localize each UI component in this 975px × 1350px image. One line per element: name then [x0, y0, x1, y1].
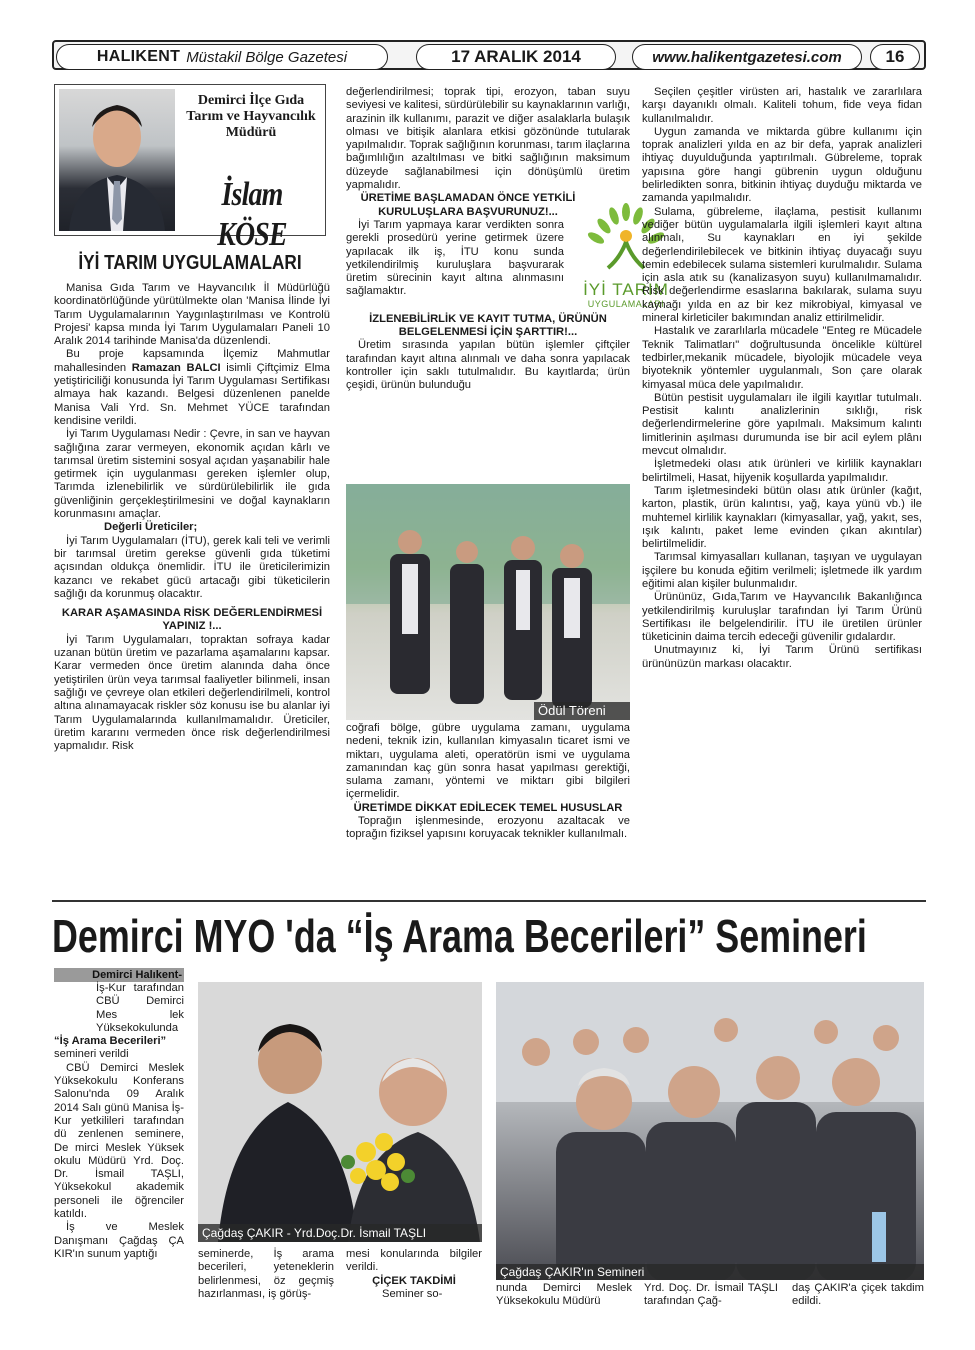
paragraph: seminerde, İş arama becerileri, yeteneklerin belirlenmesi, öz geçmiş hazırlanması, iş görüş- — [198, 1248, 334, 1300]
paragraph: mesi konularında bilgiler verildi. — [346, 1248, 482, 1274]
masthead — [56, 44, 388, 70]
farmer-name: Ramazan BALCI — [131, 361, 221, 374]
portrait-photo — [59, 89, 175, 231]
seminar-column-1 — [54, 982, 184, 1261]
seminar-column-2 — [198, 1248, 334, 1301]
paragraph: Tarımsal kimyasalları kullanan, taşıyan ve uygulayan işçilere bu konuda eğitim verilmeli; işletmede ilk yardım eğitimi alan kişiler bulunmalıdır. — [642, 551, 922, 590]
paper-subtitle: Müstakil Bölge Gazetesi — [186, 48, 348, 66]
byline: Demirci Halıkent- — [54, 968, 184, 982]
paper-name: HALIKENT — [96, 48, 181, 65]
subheading: ÜRETİMDE DİKKAT EDİLECEK TEMEL HUSUSLAR — [353, 801, 623, 814]
profile-box — [54, 84, 326, 253]
paragraph: İş-Kur tarafından CBÜ Demirci Mes lek Yüksekokulunda — [96, 982, 184, 1034]
award-ceremony-photo — [346, 484, 630, 720]
paragraph: semineri verildi — [54, 1048, 129, 1061]
paragraph: Sulama, gübreleme, ilaçlama, pestisit kullanımı vediğer bütün uygulamalarla ilgili işlemleri kayıt altına alınmalı, Su kaynakları en iyi şekilde değerlendirilebilecek ve bitkinin ihtiyaç duyacağı suyu temin edebilecek sulama sistemleri kurulmalıdır. Sulama için asla atık su (kanalizasyon suyu) kullanılmamalıdır. Risk değerlendirme esaslarına bakılarak, sulama suyu kaynağı yılda en az bir kez mikrobiyal, kimyasal ve mineral kirleticiler bakımından analiz ettirilmelidir. — [642, 205, 922, 325]
profile-name: İslam KÖSE — [217, 176, 287, 253]
section-divider — [52, 900, 926, 902]
portrait-figure-icon — [59, 89, 175, 231]
paragraph: İş ve Meslek Danışmanı Çağdaş ÇA KIR'ın sunum yaptığı — [54, 1221, 184, 1260]
paragraph: İyi Tarım Uygulaması Nedir : Çevre, in san ve hayvan sağlığına zarar vermeyen, ekonomik açıdan kârlı ve tarımsal üretim sistemini sosyal açıdan yaşanabilir hale getirmek için uygulanması gereken işlemler olup, Tarımda izlenebilirlik ve sürdürülebilirlik ile gıda güvenliğinin gerçekleştirilmesini ve doğal kaynakların korunmasını amaçlar. — [54, 428, 330, 521]
subheading: Değerli Üreticiler; — [104, 521, 198, 534]
subheading: ÜRETİME BAŞLAMADAN ÖNCE YETKİLİ KURULUŞLARA BAŞVURUNUZ!... — [360, 192, 576, 218]
paragraph: değerlendirilmesi; toprak tipi, erozyon, taban suyu seviyesi ve kalitesi, sürdürülebilir su kaynaklarının varlığı, arazinin ilk kullanımı, parazit ve diğer asalaklarla bulaşık olması ve bitişik alanlara etkisi gözönünde tutularak yapılmalıdır. Toprak sağlığının korunması, tarım ilaçlarına bağımlılığın azaltılması ve bitki sağlığının maksimum düzeyde sağlanabilmesi için dönüşümlü üretim yapmalıdır. — [346, 86, 630, 192]
paragraph: İyi Tarım Uygulamaları (İTU), gerek kali teli ve verimli bir tarımsal üretim gerekse güvenli gıda tüketimi açısından oldukça önemlidir. İTU ile üreticilerimizin kazancı ve rekabet gücü artacağı gibi tüketicilerin sağlığı da korunmuş olacaktır. — [54, 534, 330, 600]
paragraph: CBÜ Demirci Meslek Yüksekokulu Konferans Salonu'nda 09 Aralık 2014 Salı günü Manisa İş-Kur yetkilileri tarafından dü zenlenen seminere, De mirci Meslek Yüksek okulu Müdürü Yrd. Doç. Dr. İsmail TAŞLI, Yüksekokul akademik personeli ile öğrenciler katıldı. — [54, 1061, 184, 1221]
audience-icon — [496, 982, 924, 1280]
page-number: 16 — [870, 44, 920, 70]
paragraph: İyi Tarım yapmaya karar verdikten sonra gerekli prosedürü yerine getirmek üzere yapılacak ilk iş, İTU konu sunda yetkilendirilmiş kuruluşlara başvurarak üretim sürecinin kayıt altına alınmasını sağlamaktır. — [346, 218, 564, 298]
paragraph: Unutmayınız ki, İyi Tarım Ürünü sertifikası ürününüzün markası olacaktır. — [642, 644, 922, 670]
paragraph: Ürününüz, Gıda,Tarım ve Hayvancılık Bakanlığınca yetkilendirilmiş kuruluşlar tarafından İyi Tarım Ürünü Sertifikası ile belgelendirilir. İTU ile üretilen ürünler tüketicinin daima tercih edeceği güvenilir gıdalardır. — [642, 591, 922, 644]
flower-presentation-photo — [198, 982, 482, 1242]
seminar-audience-photo — [496, 982, 924, 1280]
subheading: KARAR AŞAMASINDA RİSK DEĞERLENDİRMESİ YAPINIZ !... — [61, 607, 323, 633]
paragraph: İyi Tarım Uygulamaları, topraktan sofraya kadar uzanan bütün üretim ve pazarlama aşamalarını kapsar. Karar vermeden önce üretim alanında daha önce yetiştirilen ürün veya tarımsal faaliyetler bilinmeli, insan sağlığı ve çevreye olan etkileri değerlendirilmeli, kontrol altına alınamayacak riskler söz konusu ise bu alanlar iyi Tarım Uygulamalarında kullanılmamalıdır. Üreticiler, üretim kararını vermeden önce risk değerlendirilmesi yapmalıdır. Risk — [54, 633, 330, 753]
article-column-2-continued — [346, 722, 630, 842]
two-men-flowers-icon — [198, 982, 482, 1242]
paragraph: Tarım işletmesindeki bütün olası atık ürünler (kağıt, karton, plastik, ürün kalıntısı, yağ, kaya yünü vb.) ile muhtemel kirlilik kaynakları (kimyasallar, yağ, yakıt, ses, ışık kalıntı, paket leme evinden çıkan akıntılar) belirtilmelidir. — [642, 484, 922, 551]
group-photo-icon — [346, 484, 630, 720]
logo-text: İYİ TARIM — [583, 280, 669, 299]
photo-caption: Çağdaş ÇAKIR - Yrd.Doç.Dr. İsmail TAŞLI — [198, 1224, 482, 1242]
subheading: İZLENEBİLİRLİK VE KAYIT TUTMA, ÜRÜNÜN BELGELENMESİ İÇİN ŞARTTIR!... — [369, 312, 607, 339]
paragraph: İşletmedeki olası atık ürünleri ve kirlilik kaynakları belirtilmeli, Hasat, hijyenik koşullarda yapılmalıdır. — [642, 458, 922, 484]
logo-subtext: UYGULAMALARI — [587, 299, 665, 309]
paragraph: daş ÇAKIR'a çiçek takdim edildi. — [792, 1282, 924, 1308]
seminar-title-inline: “İş Arama Becerileri” — [54, 1035, 167, 1048]
website-link[interactable]: www.halikentgazetesi.com — [632, 44, 862, 70]
article-column-3 — [642, 86, 922, 671]
seminar-column-6 — [792, 1282, 924, 1309]
paragraph: Yrd. Doç. Dr. İsmail TAŞLI tarafından Çağ- — [644, 1282, 778, 1308]
paragraph: Bütün pestisit uygulamaları ile ilgili kayıtlar tutulmalı. Pestisit kalıntı analizlerinin sıklığı, risk değerlendirmelerine göre yapılmalı. Maksimum kalıntı limitlerinin aşılması durumunda ise bir acil eylem plânı mevcut olmalıdır. — [642, 391, 922, 458]
paragraph: nunda Demirci Meslek Yüksekokulu Müdürü — [496, 1282, 632, 1308]
seminar-headline: Demirci MYO 'da “İş Arama Becerileri” Semineri — [52, 910, 867, 962]
paragraph: Seminer so- — [382, 1287, 443, 1300]
issue-date: 17 ARALIK 2014 — [416, 44, 616, 70]
paragraph: Manisa Gıda Tarım ve Hayvancılık İl Müdürlüğü koordinatörlüğünde yürütülmekte olan 'Manisa İlinde İyi Tarım Uygulamalarının Yaygınlaştırılması ve Kontrolü Projesi' kapsa mında İyi Tarım Uygulamaları Paneli 10 Aralık 2014 tarihinde Manisa'da düzenlendi. — [54, 282, 330, 348]
photo-caption: Çağdaş ÇAKIR'ın Semineri — [496, 1264, 924, 1280]
article-title: İYİ TARIM UYGULAMALARI — [78, 252, 302, 274]
paragraph: Uygun zamanda ve miktarda gübre kullanımı için toprak analizleri yılda en az bir defa, yaprak analizleri ihtiyaç duyulduğunda yaptırılmalı. Gübreleme, toprak yapısına göre hangi gübrenin uygun olduğunu belirledikten sonra, bitkinin ihtiyaç duyduğu miktarda ve zamanda yapılmalıdır. — [642, 125, 922, 205]
paragraph: Hastalık ve zararlılarla mücadele "Enteg re Mücadele Teknik Talimatları" doğrultusunda öncelikle kültürel tedbirler,mekanik mücadele, biyolojik mücadele veya biyoteknik yöntemler uygulanmalı, Son çare olarak kimyasal müca dele yapılmalıdır. — [642, 325, 922, 391]
seminar-column-4 — [496, 1282, 632, 1309]
photo-caption: Ödül Töreni — [534, 702, 630, 720]
paragraph: coğrafi bölge, gübre uygulama zamanı, uygulama nedeni, teknik izin, kullanılan kimyasalın ticaret ismi ve miktarı, uygulama aleti, operatörün ismi ve uygulama zamanından kaç gün sonra hasat yapılması gerektiği, sulama zamanı, yöntemi ve miktarı gibi bilgileri içermelidir. — [346, 722, 630, 801]
paragraph: Üretim sırasında yapılan bütün işlemler çiftçiler tarafından kayıt altına alınmalı ve daha sonra yapılacak kontroller için saklı tutulmalıdır. Bu kayıtlarda; ürün çeşidi, ürünün bulunduğu — [346, 339, 630, 392]
paragraph: Seçilen çeşitler virüsten ari, hastalık ve zararlılara karşı dayanıklı olmalı. Kaliteli tohum, fide veya fidan kullanılmalıdır. — [642, 86, 922, 125]
article-column-1 — [54, 282, 330, 753]
subheading: ÇİÇEK TAKDİMİ — [372, 1274, 456, 1287]
paragraph: Toprağın işlenmesinde, erozyonu azaltacak ve toprağın fiziksel yapısını koruyacak teknikler kullanılmalı. — [346, 815, 630, 841]
seminar-column-3 — [346, 1248, 482, 1301]
seminar-column-5 — [644, 1282, 778, 1309]
paragraph: Bu proje kapsamında İlçemiz Mahmutlar mahallesinden Ramazan BALCI isimli Çiftçimiz Elma yetiştiriciliği konusunda İyi Tarım Uygulaması Sertifikası almaya hak kazandı. Belgesi düzenlenen panelde Manisa Vali Yrd. Sn. Mehmet YÜCE tarafından kendisine verildi. — [54, 348, 331, 427]
profile-role: Demirci İlçe Gıda Tarım ve Hayvancılık Müdürü — [186, 93, 316, 140]
